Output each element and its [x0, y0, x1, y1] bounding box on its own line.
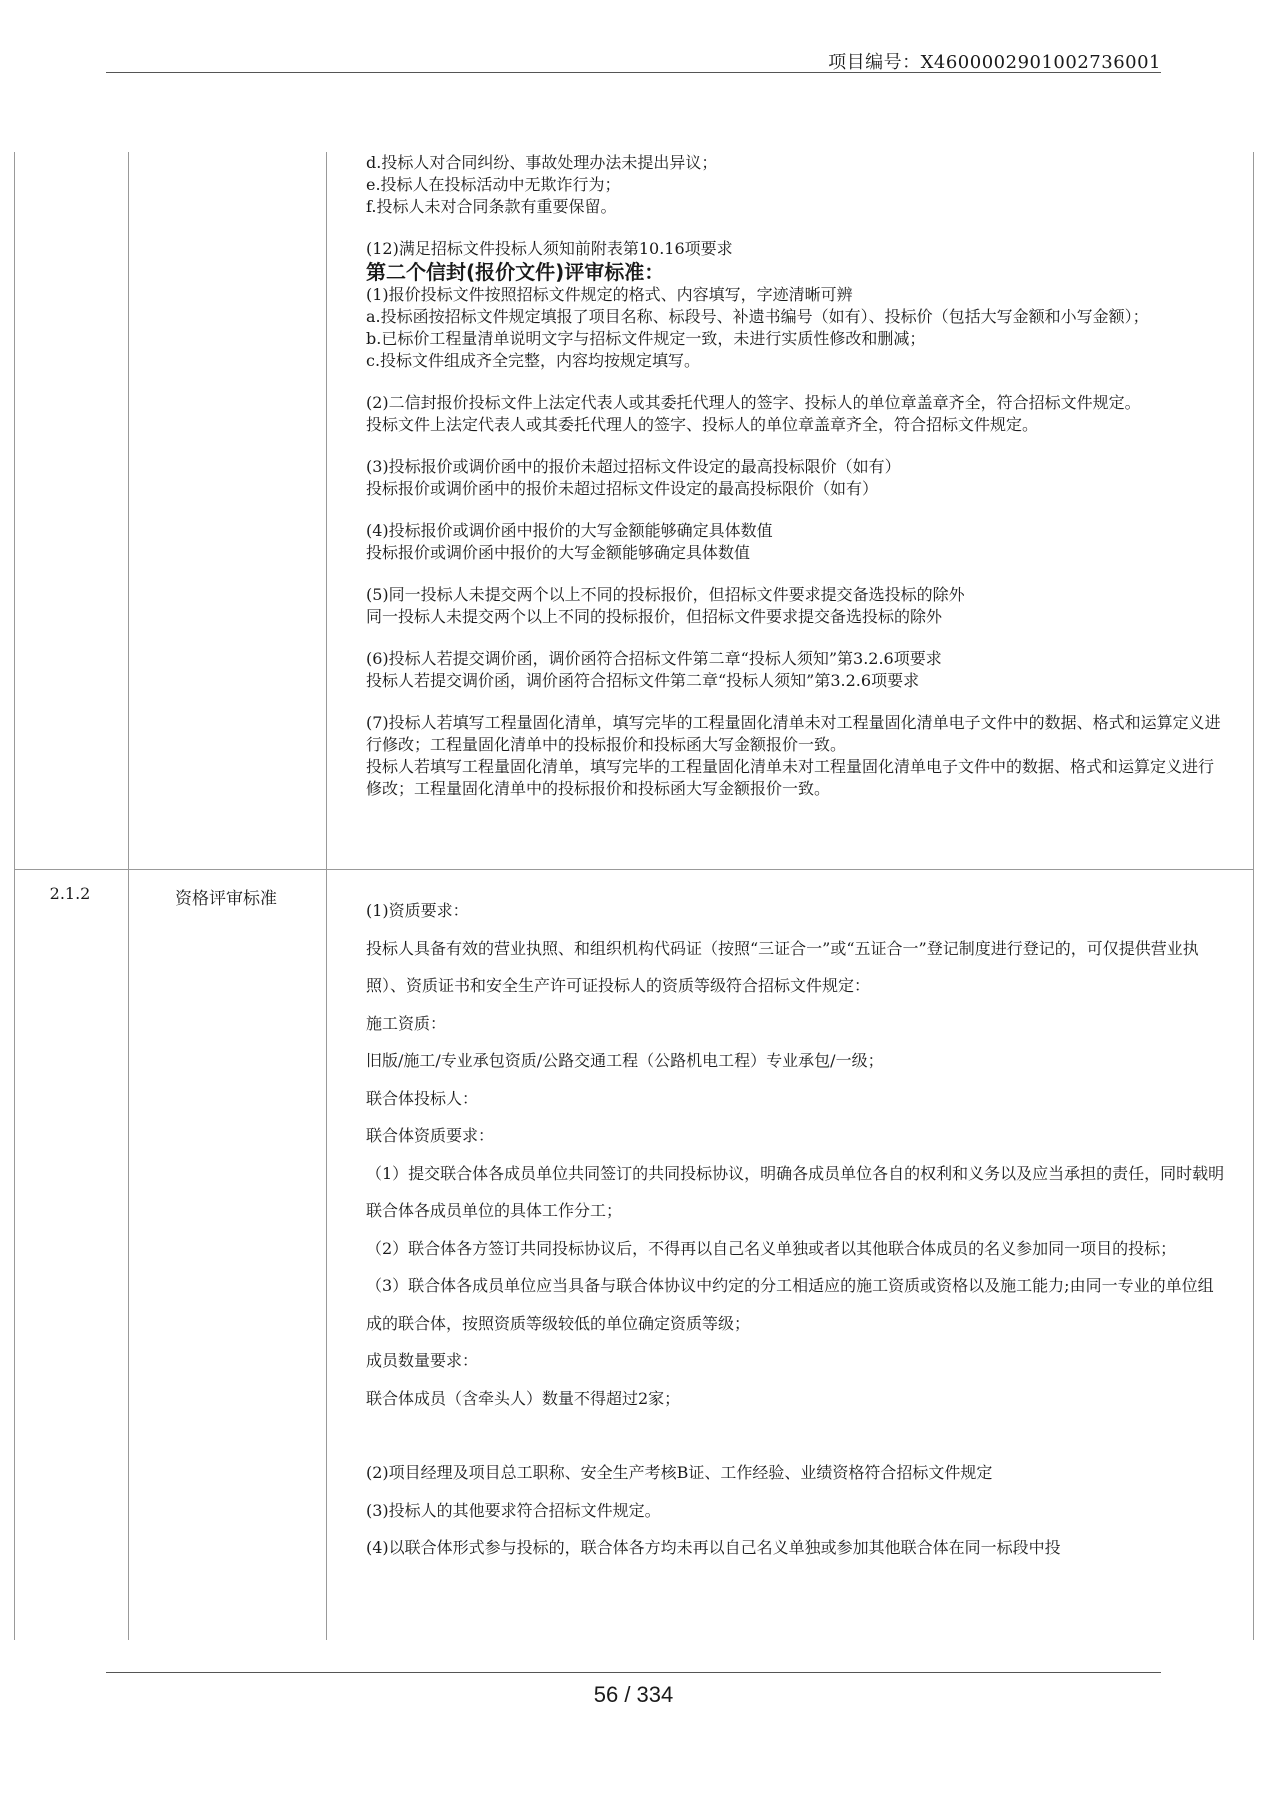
criterion-text: b.已标价工程量清单说明文字与招标文件规定一致，未进行实质性修改和删减；	[366, 329, 926, 348]
criterion-text: (3)投标人的其他要求符合招标文件规定。	[366, 1500, 661, 1520]
table-row-divider	[14, 869, 1253, 870]
criterion-text: （1）提交联合体各成员单位共同签订的共同投标协议，明确各成员单位各自的权利和义务以及应当承担的责任，同时载明联合体各成员单位的具体工作分工；	[366, 1163, 1225, 1220]
section-title: 资格评审标准	[175, 889, 277, 909]
criterion-text: （3）联合体各成员单位应当具备与联合体协议中约定的分工相适应的施工资质或资格以及施工能力;由同一专业的单位组成的联合体，按照资质等级较低的单位确定资质等级；	[366, 1276, 1214, 1333]
criterion-text: (1)资质要求：	[366, 901, 469, 920]
criterion-text: (3)投标报价或调价函中的报价未超过招标文件设定的最高投标限价（如有）	[366, 457, 901, 476]
criterion-text: (2)项目经理及项目总工职称、安全生产考核B证、工作经验、业绩资格符合招标文件规定	[366, 1463, 993, 1482]
criterion-text: 联合体资质要求：	[366, 1126, 495, 1145]
criterion-text: a.投标函按招标文件规定填报了项目名称、标段号、补遗书编号（如有）、投标价（包括大写金额和小写金额）；	[366, 307, 1149, 326]
page-number: 56 / 334	[593, 1682, 674, 1707]
criterion-text: 投标文件上法定代表人或其委托代理人的签字、投标人的单位章盖章齐全，符合招标文件规定。	[366, 415, 1039, 434]
criterion-text: (7)投标人若填写工程量固化清单，填写完毕的工程量固化清单未对工程量固化清单电子文件中的数据、格式和运算定义进行修改；工程量固化清单中的投标报价和投标函大写金额报价一致。	[366, 713, 1221, 754]
criterion-text: 联合体投标人：	[366, 1088, 479, 1108]
header-divider	[106, 72, 1161, 73]
criterion-text: 同一投标人未提交两个以上不同的投标报价，但招标文件要求提交备选投标的除外	[366, 607, 943, 626]
section-heading: 第二个信封(报价文件)评审标准：	[366, 260, 665, 284]
criterion-text: (6)投标人若提交调价函，调价函符合招标文件第二章“投标人须知”第3.2.6项要求	[366, 649, 942, 668]
footer-divider	[106, 1672, 1161, 1673]
criterion-text: e.投标人在投标活动中无欺诈行为；	[366, 175, 621, 194]
criterion-text: (4)以联合体形式参与投标的，联合体各方均未再以自己名义单独或参加其他联合体在同一标段中投	[366, 1538, 1061, 1557]
criterion-text: 投标人若填写工程量固化清单，填写完毕的工程量固化清单未对工程量固化清单电子文件中的数据、格式和运算定义进行修改；工程量固化清单中的投标报价和投标函大写金额报价一致。	[366, 757, 1215, 798]
table-border-right	[1253, 152, 1254, 1640]
criterion-text: 投标人具备有效的营业执照、和组织机构代码证（按照“三证合一”或“五证合一”登记制度进行登记的，可仅提供营业执照）、资质证书和安全生产许可证投标人的资质等级符合招标文件规定：	[366, 938, 1199, 995]
criterion-text: (12)满足招标文件投标人须知前附表第10.16项要求	[366, 239, 733, 258]
criterion-text: 旧版/施工/专业承包资质/公路交通工程（公路机电工程）专业承包/一级；	[366, 1051, 884, 1070]
qualification-review-criteria	[366, 892, 1226, 1567]
criterion-text: 投标人若提交调价函，调价函符合招标文件第二章“投标人须知”第3.2.6项要求	[366, 671, 920, 690]
table-border-col2	[326, 152, 327, 1640]
criterion-text: 投标报价或调价函中报价的大写金额能够确定具体数值	[366, 543, 751, 562]
criterion-text: d.投标人对合同纠纷、事故处理办法未提出异议；	[366, 153, 718, 172]
criterion-text: 成员数量要求：	[366, 1351, 479, 1370]
criterion-text: (4)投标报价或调价函中报价的大写金额能够确定具体数值	[366, 521, 773, 540]
criterion-text: 投标报价或调价函中的报价未超过招标文件设定的最高投标限价（如有）	[366, 479, 879, 498]
project-number: 项目编号：X4600002901002736001	[828, 52, 1161, 73]
criterion-text: f.投标人未对合同条款有重要保留。	[366, 197, 617, 216]
criterion-text: (1)报价投标文件按照招标文件规定的格式、内容填写，字迹清晰可辨	[366, 285, 853, 304]
criterion-text: (2)二信封报价投标文件上法定代表人或其委托代理人的签字、投标人的单位章盖章齐全，符合招标文件规定。	[366, 393, 1141, 412]
envelope-review-criteria	[366, 152, 1226, 800]
criterion-text: (5)同一投标人未提交两个以上不同的投标报价，但招标文件要求提交备选投标的除外	[366, 585, 965, 604]
section-number: 2.1.2	[49, 884, 91, 903]
criterion-text: 联合体成员（含牵头人）数量不得超过2家；	[366, 1388, 681, 1408]
criterion-text: 施工资质：	[366, 1013, 447, 1033]
criterion-text: （2）联合体各方签订共同投标协议后，不得再以自己名义单独或者以其他联合体成员的名义参加同一项目的投标；	[366, 1238, 1177, 1258]
criterion-text: c.投标文件组成齐全完整，内容均按规定填写。	[366, 351, 701, 370]
